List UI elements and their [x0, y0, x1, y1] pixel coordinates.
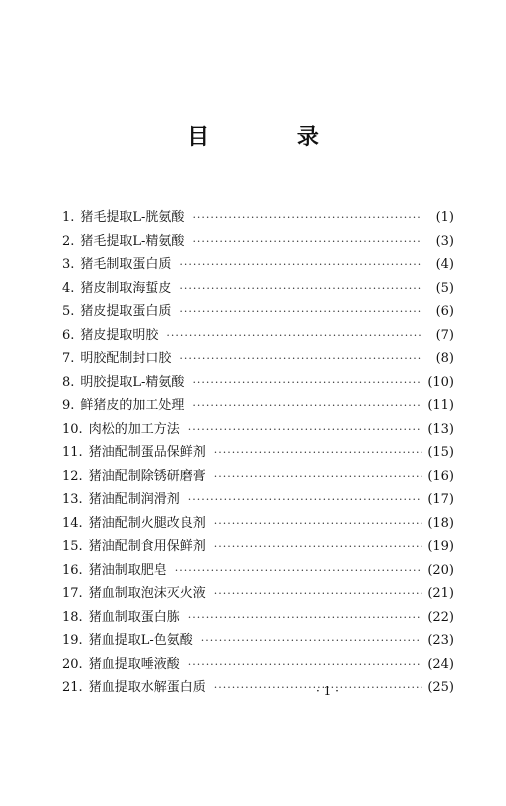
entry-page: (13)	[427, 421, 454, 437]
entry-page: (20)	[427, 562, 454, 578]
entry-label: 猪皮提取蛋白质	[80, 304, 172, 319]
entry-page: (22)	[427, 609, 454, 625]
dot-leader	[214, 535, 422, 559]
dot-leader	[188, 488, 422, 512]
entry-number: 5.	[62, 304, 75, 319]
dot-leader	[214, 441, 422, 465]
entry-number: 17.	[62, 586, 83, 601]
toc-entry	[62, 277, 454, 301]
entry-page: (7)	[435, 327, 454, 343]
toc-entry	[62, 465, 454, 489]
dot-leader	[192, 206, 422, 230]
entry-label: 猪皮制取海蜇皮	[80, 280, 172, 296]
dot-leader	[188, 418, 422, 442]
entry-page: (21)	[427, 586, 454, 601]
entry-page: (18)	[427, 515, 454, 531]
entry-label: 猪毛提取L-胱氨酸	[80, 210, 185, 225]
entry-label: 猪毛制取蛋白质	[80, 257, 172, 272]
dot-leader	[214, 465, 422, 489]
entry-page: (23)	[427, 633, 454, 648]
table-of-contents	[62, 206, 454, 700]
entry-page: (10)	[427, 374, 454, 390]
entry-label: 猪油制取肥皂	[88, 562, 167, 578]
toc-entry	[62, 488, 454, 512]
entry-page: (24)	[427, 656, 454, 672]
entry-page: (25)	[427, 680, 454, 695]
dot-leader	[188, 606, 422, 630]
entry-label: 鲜猪皮的加工处理	[80, 398, 185, 413]
entry-number: 10.	[62, 421, 83, 437]
entry-number: 3.	[62, 257, 75, 272]
entry-number: 6.	[62, 327, 75, 343]
entry-label: 猪油配制润滑剂	[88, 492, 180, 507]
entry-number: 18.	[62, 609, 83, 625]
toc-entry	[62, 300, 454, 324]
entry-number: 16.	[62, 562, 83, 578]
entry-label: 猪皮提取明胶	[80, 327, 159, 343]
dot-leader	[175, 559, 422, 583]
dot-leader	[214, 582, 422, 606]
toc-entry	[62, 253, 454, 277]
entry-label: 猪油配制除锈研磨膏	[88, 468, 206, 484]
entry-number: 14.	[62, 515, 83, 531]
entry-label: 明胶配制封口胶	[80, 351, 172, 366]
toc-entry	[62, 230, 454, 254]
toc-entry	[62, 582, 454, 606]
entry-label: 猪血提取L-色氨酸	[88, 633, 193, 648]
entry-page: (6)	[435, 304, 454, 319]
entry-number: 15.	[62, 539, 83, 554]
dot-leader	[179, 277, 422, 301]
page-title: 目 录	[187, 125, 359, 150]
entry-page: (19)	[427, 539, 454, 554]
entry-number: 8.	[62, 374, 75, 390]
dot-leader	[166, 324, 422, 348]
entry-page: (5)	[435, 280, 454, 296]
entry-label: 肉松的加工方法	[88, 421, 180, 437]
dot-leader	[201, 629, 422, 653]
toc-entry	[62, 629, 454, 653]
entry-number: 21.	[62, 680, 83, 695]
toc-entry	[62, 324, 454, 348]
entry-number: 12.	[62, 468, 83, 484]
toc-entry	[62, 394, 454, 418]
toc-entry	[62, 371, 454, 395]
entry-label: 猪毛提取L-精氨酸	[80, 233, 185, 249]
toc-entry	[62, 535, 454, 559]
dot-leader	[192, 230, 422, 254]
entry-page: (17)	[427, 492, 454, 507]
dot-leader	[179, 300, 422, 324]
entry-page: (1)	[435, 210, 454, 225]
entry-label: 猪油配制火腿改良剂	[88, 515, 206, 531]
toc-entry	[62, 559, 454, 583]
entry-label: 猪血提取水解蛋白质	[88, 680, 206, 695]
entry-number: 19.	[62, 633, 83, 648]
entry-label: 猪油配制蛋品保鲜剂	[88, 445, 206, 460]
dot-leader	[179, 347, 422, 371]
entry-page: (3)	[435, 233, 454, 249]
entry-label: 猪血制取蛋白胨	[88, 609, 180, 625]
toc-entry	[62, 512, 454, 536]
toc-entry	[62, 653, 454, 677]
entry-label: 猪血提取唾液酸	[88, 656, 180, 672]
entry-number: 4.	[62, 280, 75, 296]
entry-page: (4)	[435, 257, 454, 272]
entry-number: 1.	[62, 210, 75, 225]
dot-leader	[192, 371, 422, 395]
dot-leader	[192, 394, 422, 418]
entry-page: (15)	[427, 445, 454, 460]
entry-number: 11.	[62, 445, 83, 460]
toc-entry	[62, 606, 454, 630]
entry-number: 13.	[62, 492, 83, 507]
page-number: · 1 ·	[316, 684, 339, 698]
entry-label: 猪油配制食用保鲜剂	[88, 539, 206, 554]
entry-number: 2.	[62, 233, 75, 249]
entry-page: (11)	[427, 398, 454, 413]
entry-page: (8)	[435, 351, 454, 366]
entry-label: 猪血制取泡沫灭火液	[88, 586, 206, 601]
dot-leader	[179, 253, 422, 277]
dot-leader	[188, 653, 422, 677]
toc-entry	[62, 418, 454, 442]
entry-number: 20.	[62, 656, 83, 672]
toc-entry	[62, 206, 454, 230]
entry-number: 7.	[62, 351, 75, 366]
dot-leader	[214, 512, 422, 536]
entry-number: 9.	[62, 398, 75, 413]
entry-label: 明胶提取L-精氨酸	[80, 374, 185, 390]
toc-entry	[62, 347, 454, 371]
toc-entry	[62, 441, 454, 465]
entry-page: (16)	[427, 468, 454, 484]
